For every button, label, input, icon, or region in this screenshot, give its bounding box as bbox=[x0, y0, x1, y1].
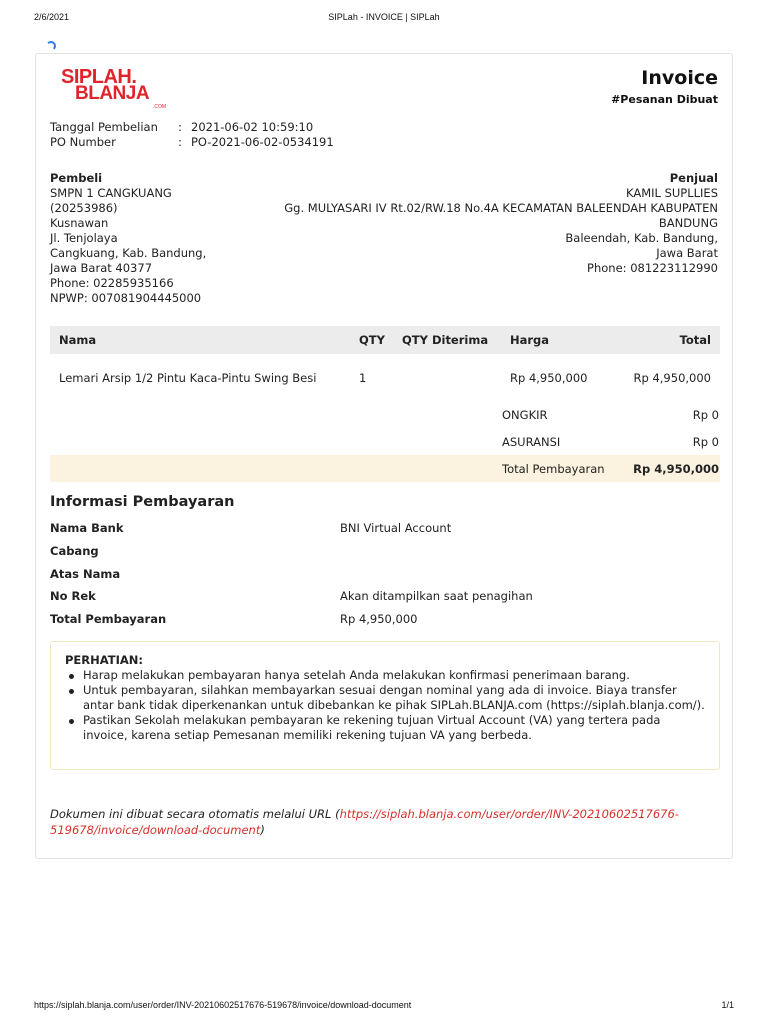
notice-list bbox=[65, 668, 705, 743]
item-price: Rp 4,950,000 bbox=[510, 371, 588, 385]
meta-key: PO Number bbox=[50, 135, 116, 149]
buyer-line: Jawa Barat 40377 bbox=[50, 261, 153, 275]
summary-value: Rp 0 bbox=[692, 435, 719, 449]
meta-sep: : bbox=[178, 120, 182, 134]
invoice-title: Invoice bbox=[641, 67, 718, 89]
seller-line: Baleendah, Kab. Bandung, bbox=[565, 231, 718, 245]
logo-text-line1: SIPLAH. bbox=[61, 66, 137, 88]
buyer-block bbox=[50, 171, 206, 306]
seller-line: Gg. MULYASARI IV Rt.02/RW.18 No.4A KECAMATAN BALEENDAH KABUPATEN bbox=[284, 201, 718, 215]
summary-asuransi bbox=[50, 428, 720, 455]
invoice-card bbox=[35, 53, 733, 859]
footnote-suffix: ) bbox=[260, 823, 265, 837]
col-header-harga: Harga bbox=[510, 333, 550, 347]
attention-notice bbox=[50, 641, 720, 770]
order-status: #Pesanan Dibuat bbox=[611, 93, 718, 106]
meta-sep: : bbox=[178, 135, 182, 149]
payment-value: BNI Virtual Account bbox=[340, 521, 452, 535]
notice-title: PERHATIAN: bbox=[65, 653, 144, 667]
payment-key: Total Pembayaran bbox=[50, 612, 167, 626]
seller-heading: Penjual bbox=[669, 171, 718, 185]
item-total: Rp 4,950,000 bbox=[633, 371, 711, 385]
seller-line: Jawa Barat bbox=[656, 246, 718, 260]
footnote-prefix: Dokumen ini dibuat secara otomatis melalui URL ( bbox=[50, 807, 340, 821]
item-qty: 1 bbox=[359, 371, 367, 385]
item-name: Lemari Arsip 1/2 Pintu Kaca-Pintu Swing Besi bbox=[59, 371, 317, 385]
logo-text-line2: BLANJA bbox=[75, 83, 150, 104]
payment-key: No Rek bbox=[50, 589, 96, 603]
notice-item: Harap melakukan pembayaran hanya setelah Anda melakukan konfirmasi penerimaan barang. bbox=[65, 668, 705, 683]
summary-total bbox=[50, 455, 720, 482]
print-title: SIPLah - INVOICE | SIPLah bbox=[328, 12, 440, 22]
buyer-line: (20253986) bbox=[50, 201, 118, 215]
loading-spinner-icon bbox=[46, 41, 56, 51]
col-header-qty: QTY bbox=[359, 333, 385, 347]
buyer-line: NPWP: 007081904445000 bbox=[50, 291, 202, 305]
col-header-nama: Nama bbox=[59, 333, 97, 347]
meta-purchase-date bbox=[50, 120, 313, 134]
meta-value: PO-2021-06-02-0534191 bbox=[191, 135, 334, 149]
seller-line: Phone: 081223112990 bbox=[587, 261, 718, 275]
buyer-line: Phone: 02285935166 bbox=[50, 276, 174, 290]
buyer-line: Jl. Tenjolaya bbox=[50, 231, 118, 245]
auto-generated-note bbox=[50, 806, 720, 838]
siplah-blanja-logo bbox=[60, 66, 172, 110]
table-row bbox=[50, 364, 720, 396]
payment-key: Nama Bank bbox=[50, 521, 124, 535]
payment-value: Akan ditampilkan saat penagihan bbox=[340, 589, 533, 603]
seller-line: KAMIL SUPLLIES bbox=[625, 186, 718, 200]
print-page-number: 1/1 bbox=[721, 1000, 734, 1010]
summary-label: Total Pembayaran bbox=[502, 462, 605, 476]
print-footer-url: https://siplah.blanja.com/user/order/INV-20210602517676-519678/invoice/download-document bbox=[34, 1000, 412, 1010]
meta-value: 2021-06-02 10:59:10 bbox=[191, 120, 314, 134]
payment-info-title: Informasi Pembayaran bbox=[50, 494, 235, 510]
payment-value: Rp 4,950,000 bbox=[340, 612, 418, 626]
payment-key: Atas Nama bbox=[50, 567, 121, 581]
items-table-header bbox=[50, 326, 720, 354]
seller-line: BANDUNG bbox=[658, 216, 718, 230]
print-date: 2/6/2021 bbox=[34, 12, 70, 22]
document-url-link[interactable]: https://siplah.blanja.com/user/order/INV-20210602517676-519678/invoice/download-document bbox=[50, 807, 679, 837]
summary-value: Rp 4,950,000 bbox=[633, 462, 719, 476]
summary-ongkir bbox=[50, 401, 720, 428]
meta-po-number bbox=[50, 135, 334, 149]
buyer-line: SMPN 1 CANGKUANG bbox=[50, 186, 172, 200]
meta-key: Tanggal Pembelian bbox=[50, 120, 158, 134]
summary-label: ASURANSI bbox=[502, 435, 561, 449]
buyer-line: Cangkuang, Kab. Bandung, bbox=[50, 246, 207, 260]
notice-item: Pastikan Sekolah melakukan pembayaran ke rekening tujuan Virtual Account (VA) yang tertera pada invoice, karena setiap Pemesanan memiliki rekening tujuan VA yang berbeda. bbox=[65, 713, 705, 743]
summary-label: ONGKIR bbox=[502, 408, 548, 422]
col-header-total: Total bbox=[679, 333, 711, 347]
payment-key: Cabang bbox=[50, 544, 99, 558]
buyer-heading: Pembeli bbox=[50, 171, 103, 185]
seller-block bbox=[238, 171, 718, 276]
logo-text-suffix: .COM bbox=[153, 104, 167, 110]
notice-item: Untuk pembayaran, silahkan membayarkan sesuai dengan nominal yang ada di invoice. Biaya transfer antar bank tidak diperkenankan untuk dibebankan ke pihak SIPLah.BLANJA.com (https://siplah.blanja.com/). bbox=[65, 683, 705, 713]
col-header-qty-diterima: QTY Diterima bbox=[402, 333, 489, 347]
summary-value: Rp 0 bbox=[692, 408, 719, 422]
buyer-line: Kusnawan bbox=[50, 216, 109, 230]
